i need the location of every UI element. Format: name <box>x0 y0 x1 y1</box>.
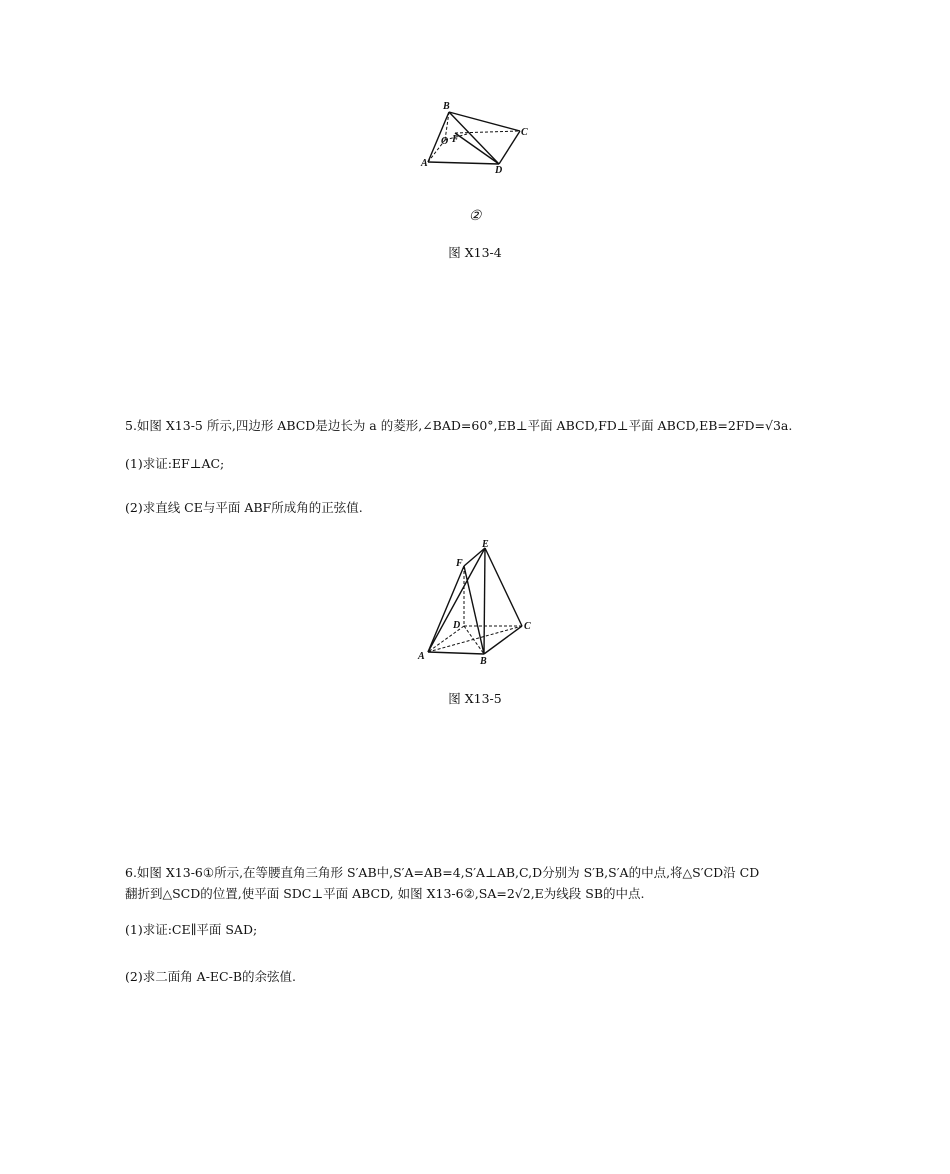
label-b: B <box>480 656 487 667</box>
figure-x13-4-sublabel: ② <box>468 208 482 224</box>
label-d: D <box>453 620 461 631</box>
edge-ab <box>428 652 484 654</box>
q6-part1: (1)求证:CE∥平面 SAD; <box>125 922 258 937</box>
label-c: C <box>524 621 531 632</box>
edge-dc <box>499 131 520 164</box>
edge-ac-dashed <box>428 626 522 652</box>
figure-x13-5-caption: 图 X13-5 <box>448 691 502 706</box>
edge-bc <box>449 112 520 131</box>
label-d: D <box>495 165 503 176</box>
q6-stem-line2: 翻折到△SCD的位置,使平面 SDC⊥平面 ABCD, 如图 X13-6②,SA=2√2,E为线段 SB的中点. <box>125 886 645 901</box>
edge-fc-dashed <box>455 131 520 133</box>
q6-stem-line1: 6.如图 X13-6①所示,在等腰直角三角形 S′AB中,S′A=AB=4,S′A⊥AB,C,D分别为 S′B,S′A的中点,将△S′CD沿 CD <box>125 865 760 880</box>
q5-part2: (2)求直线 CE与平面 ABF所成角的正弦值. <box>125 500 363 515</box>
label-f: F <box>456 558 463 569</box>
label-a: A <box>421 158 428 169</box>
edge-ec <box>485 548 522 626</box>
figure-x13-5-diagram <box>410 538 540 668</box>
q6-part2: (2)求二面角 A-EC-B的余弦值. <box>125 969 297 984</box>
label-e: E <box>482 539 489 550</box>
label-b: B <box>443 101 450 112</box>
figure-x13-4-diagram <box>415 98 535 178</box>
figure-x13-4-caption: 图 X13-4 <box>448 245 502 260</box>
label-c: C <box>521 127 528 138</box>
edge-fe <box>464 548 485 566</box>
label-a: A <box>418 651 425 662</box>
edge-od <box>455 133 499 164</box>
q5-part1: (1)求证:EF⊥AC; <box>125 456 225 471</box>
edge-ad <box>428 162 499 164</box>
q5-stem: 5.如图 X13-5 所示,四边形 ABCD是边长为 a 的菱形,∠BAD=60°,EB⊥平面 ABCD,FD⊥平面 ABCD,EB=2FD=√3a. <box>125 418 793 433</box>
label-f: F <box>452 134 459 145</box>
label-o: O <box>441 136 449 147</box>
edge-eb <box>484 548 485 654</box>
edge-bc <box>484 626 522 654</box>
